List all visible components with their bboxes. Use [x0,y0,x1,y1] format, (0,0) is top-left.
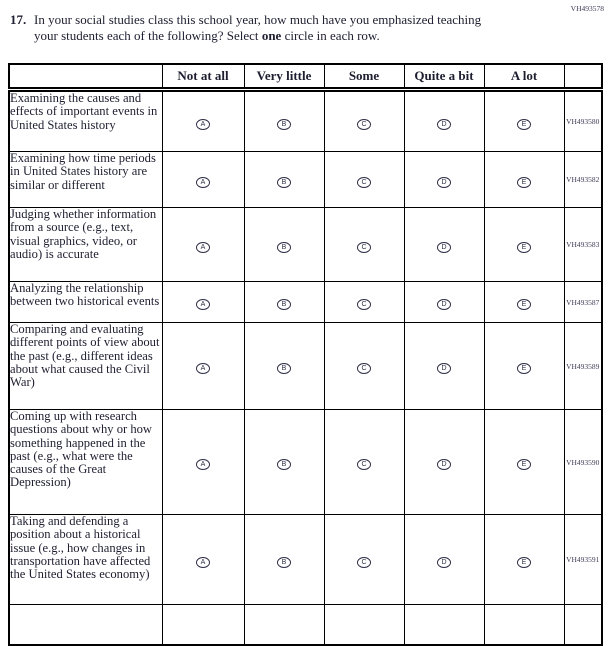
bubble-a-lot[interactable]: E [517,299,531,310]
bubble-very-little[interactable]: B [277,119,291,130]
option-cell [162,152,244,208]
bubble-quite-a-bit[interactable]: D [437,299,451,310]
row-text: Coming up with research questions about why or how something happened in the past (e.g., what were the causes of the Great Depression) [10,409,153,490]
option-cell [404,282,484,323]
bubble-not-at-all[interactable]: A [196,459,210,470]
option-cell [484,90,564,152]
option-cell [244,208,324,282]
bubble-very-little[interactable]: B [277,363,291,374]
option-cell [244,282,324,323]
row-stem [9,90,162,152]
bubble-very-little[interactable]: B [277,299,291,310]
option-cell [324,605,404,645]
option-cell [244,90,324,152]
option-cell [162,282,244,323]
option-cell [484,410,564,515]
bubble-quite-a-bit[interactable]: D [437,459,451,470]
question-number: 17. [10,12,27,27]
bubble-some[interactable]: C [357,242,371,253]
bubble-quite-a-bit[interactable]: D [437,363,451,374]
bubble-some[interactable]: C [357,119,371,130]
bubble-a-lot[interactable]: E [517,242,531,253]
option-cell [162,90,244,152]
row-letter [0,208,10,221]
option-cell [484,152,564,208]
table-row-b [9,152,602,208]
bubble-a-lot[interactable]: E [517,177,531,188]
row-stem [9,605,162,645]
bubble-quite-a-bit[interactable]: D [437,242,451,253]
row-code: VH493591 [564,515,602,605]
question-text-pre: In your social studies class this school year, how much have you emphasized teaching your students each of the following? Select [34,12,482,43]
row-text: Comparing and evaluating different points of view about the past (e.g., different ideas about what caused the Civil War) [10,322,160,390]
bubble-some[interactable]: C [357,557,371,568]
row-code: VH493587 [564,282,602,323]
option-cell [244,152,324,208]
row-code: VH493590 [564,410,602,515]
bubble-not-at-all[interactable]: A [196,177,210,188]
option-cell [404,152,484,208]
option-cell [324,410,404,515]
column-header-quite-a-bit: Quite a bit [404,64,484,90]
row-stem [9,323,162,410]
table-row-g [9,515,602,605]
option-cell [324,323,404,410]
question-text-post: circle in each row. [281,27,380,43]
question-text-bold: one [261,27,282,43]
row-code [564,605,602,645]
option-cell [162,410,244,515]
row-text: Examining the causes and effects of important events in United States history [10,91,158,132]
option-cell [484,515,564,605]
table-row-e [9,323,602,410]
bubble-some[interactable]: C [357,363,371,374]
column-header-very-little: Very little [244,64,324,90]
option-cell [484,323,564,410]
row-text: Examining how time periods in United States history are similar or different [10,151,156,192]
table-row-a [9,90,602,152]
column-header-a-lot: A lot [484,64,564,90]
bubble-quite-a-bit[interactable]: D [437,557,451,568]
option-cell [484,208,564,282]
column-header-some: Some [324,64,404,90]
row-stem [9,410,162,515]
option-cell [404,605,484,645]
option-cell [404,208,484,282]
option-cell [244,605,324,645]
table-row-f [9,410,602,515]
question-block [10,12,515,43]
row-text: Taking and defending a position about a historical issue (e.g., how changes in transportation have affected the United States economy) [10,514,151,582]
option-cell [484,282,564,323]
bubble-not-at-all[interactable]: A [196,242,210,253]
row-code: VH493589 [564,323,602,410]
option-cell [484,605,564,645]
row-stem [9,208,162,282]
column-header-not-at-all: Not at all [162,64,244,90]
bubble-a-lot[interactable]: E [517,557,531,568]
row-text: Judging whether information from a source (e.g., text, visual graphics, video, or audio) is accurate [10,207,157,261]
option-cell [244,515,324,605]
row-code: VH493582 [564,152,602,208]
bubble-not-at-all[interactable]: A [196,363,210,374]
row-stem [9,282,162,323]
bubble-a-lot[interactable]: E [517,459,531,470]
table-row-c [9,208,602,282]
option-cell [244,323,324,410]
bubble-very-little[interactable]: B [277,242,291,253]
row-letter [0,323,10,336]
option-cell [404,515,484,605]
row-letter [0,410,10,423]
row-letter [0,515,10,528]
header-row [9,64,602,90]
option-cell [404,323,484,410]
table-row-cutoff [9,605,602,645]
row-stem [9,515,162,605]
table-row-d [9,282,602,323]
bubble-very-little[interactable]: B [277,557,291,568]
option-cell [324,282,404,323]
option-cell [162,515,244,605]
option-cell [324,515,404,605]
bubble-a-lot[interactable]: E [517,363,531,374]
option-cell [404,90,484,152]
row-letter [0,282,10,295]
row-letter [0,152,10,165]
option-cell [162,208,244,282]
option-cell [324,90,404,152]
row-letter [0,92,10,105]
option-cell [324,208,404,282]
bubble-some[interactable]: C [357,177,371,188]
bubble-very-little[interactable]: B [277,177,291,188]
row-code: VH493583 [564,208,602,282]
option-cell [162,605,244,645]
row-stem [9,152,162,208]
bubble-quite-a-bit[interactable]: D [437,177,451,188]
bubble-some[interactable]: C [357,459,371,470]
row-text: Analyzing the relationship between two historical events [10,281,160,309]
row-code: VH493580 [564,90,602,152]
bubble-not-at-all[interactable]: A [196,299,210,310]
option-cell [162,323,244,410]
bubble-very-little[interactable]: B [277,459,291,470]
bubble-quite-a-bit[interactable]: D [437,119,451,130]
option-cell [324,152,404,208]
form-accession-code: VH493578 [570,4,604,13]
bubble-a-lot[interactable]: E [517,119,531,130]
code-header [564,64,602,90]
bubble-not-at-all[interactable]: A [196,557,210,568]
question-text [34,12,504,43]
bubble-some[interactable]: C [357,299,371,310]
option-cell [404,410,484,515]
stem-header [9,64,162,90]
bubble-not-at-all[interactable]: A [196,119,210,130]
option-cell [244,410,324,515]
response-table [8,63,603,646]
